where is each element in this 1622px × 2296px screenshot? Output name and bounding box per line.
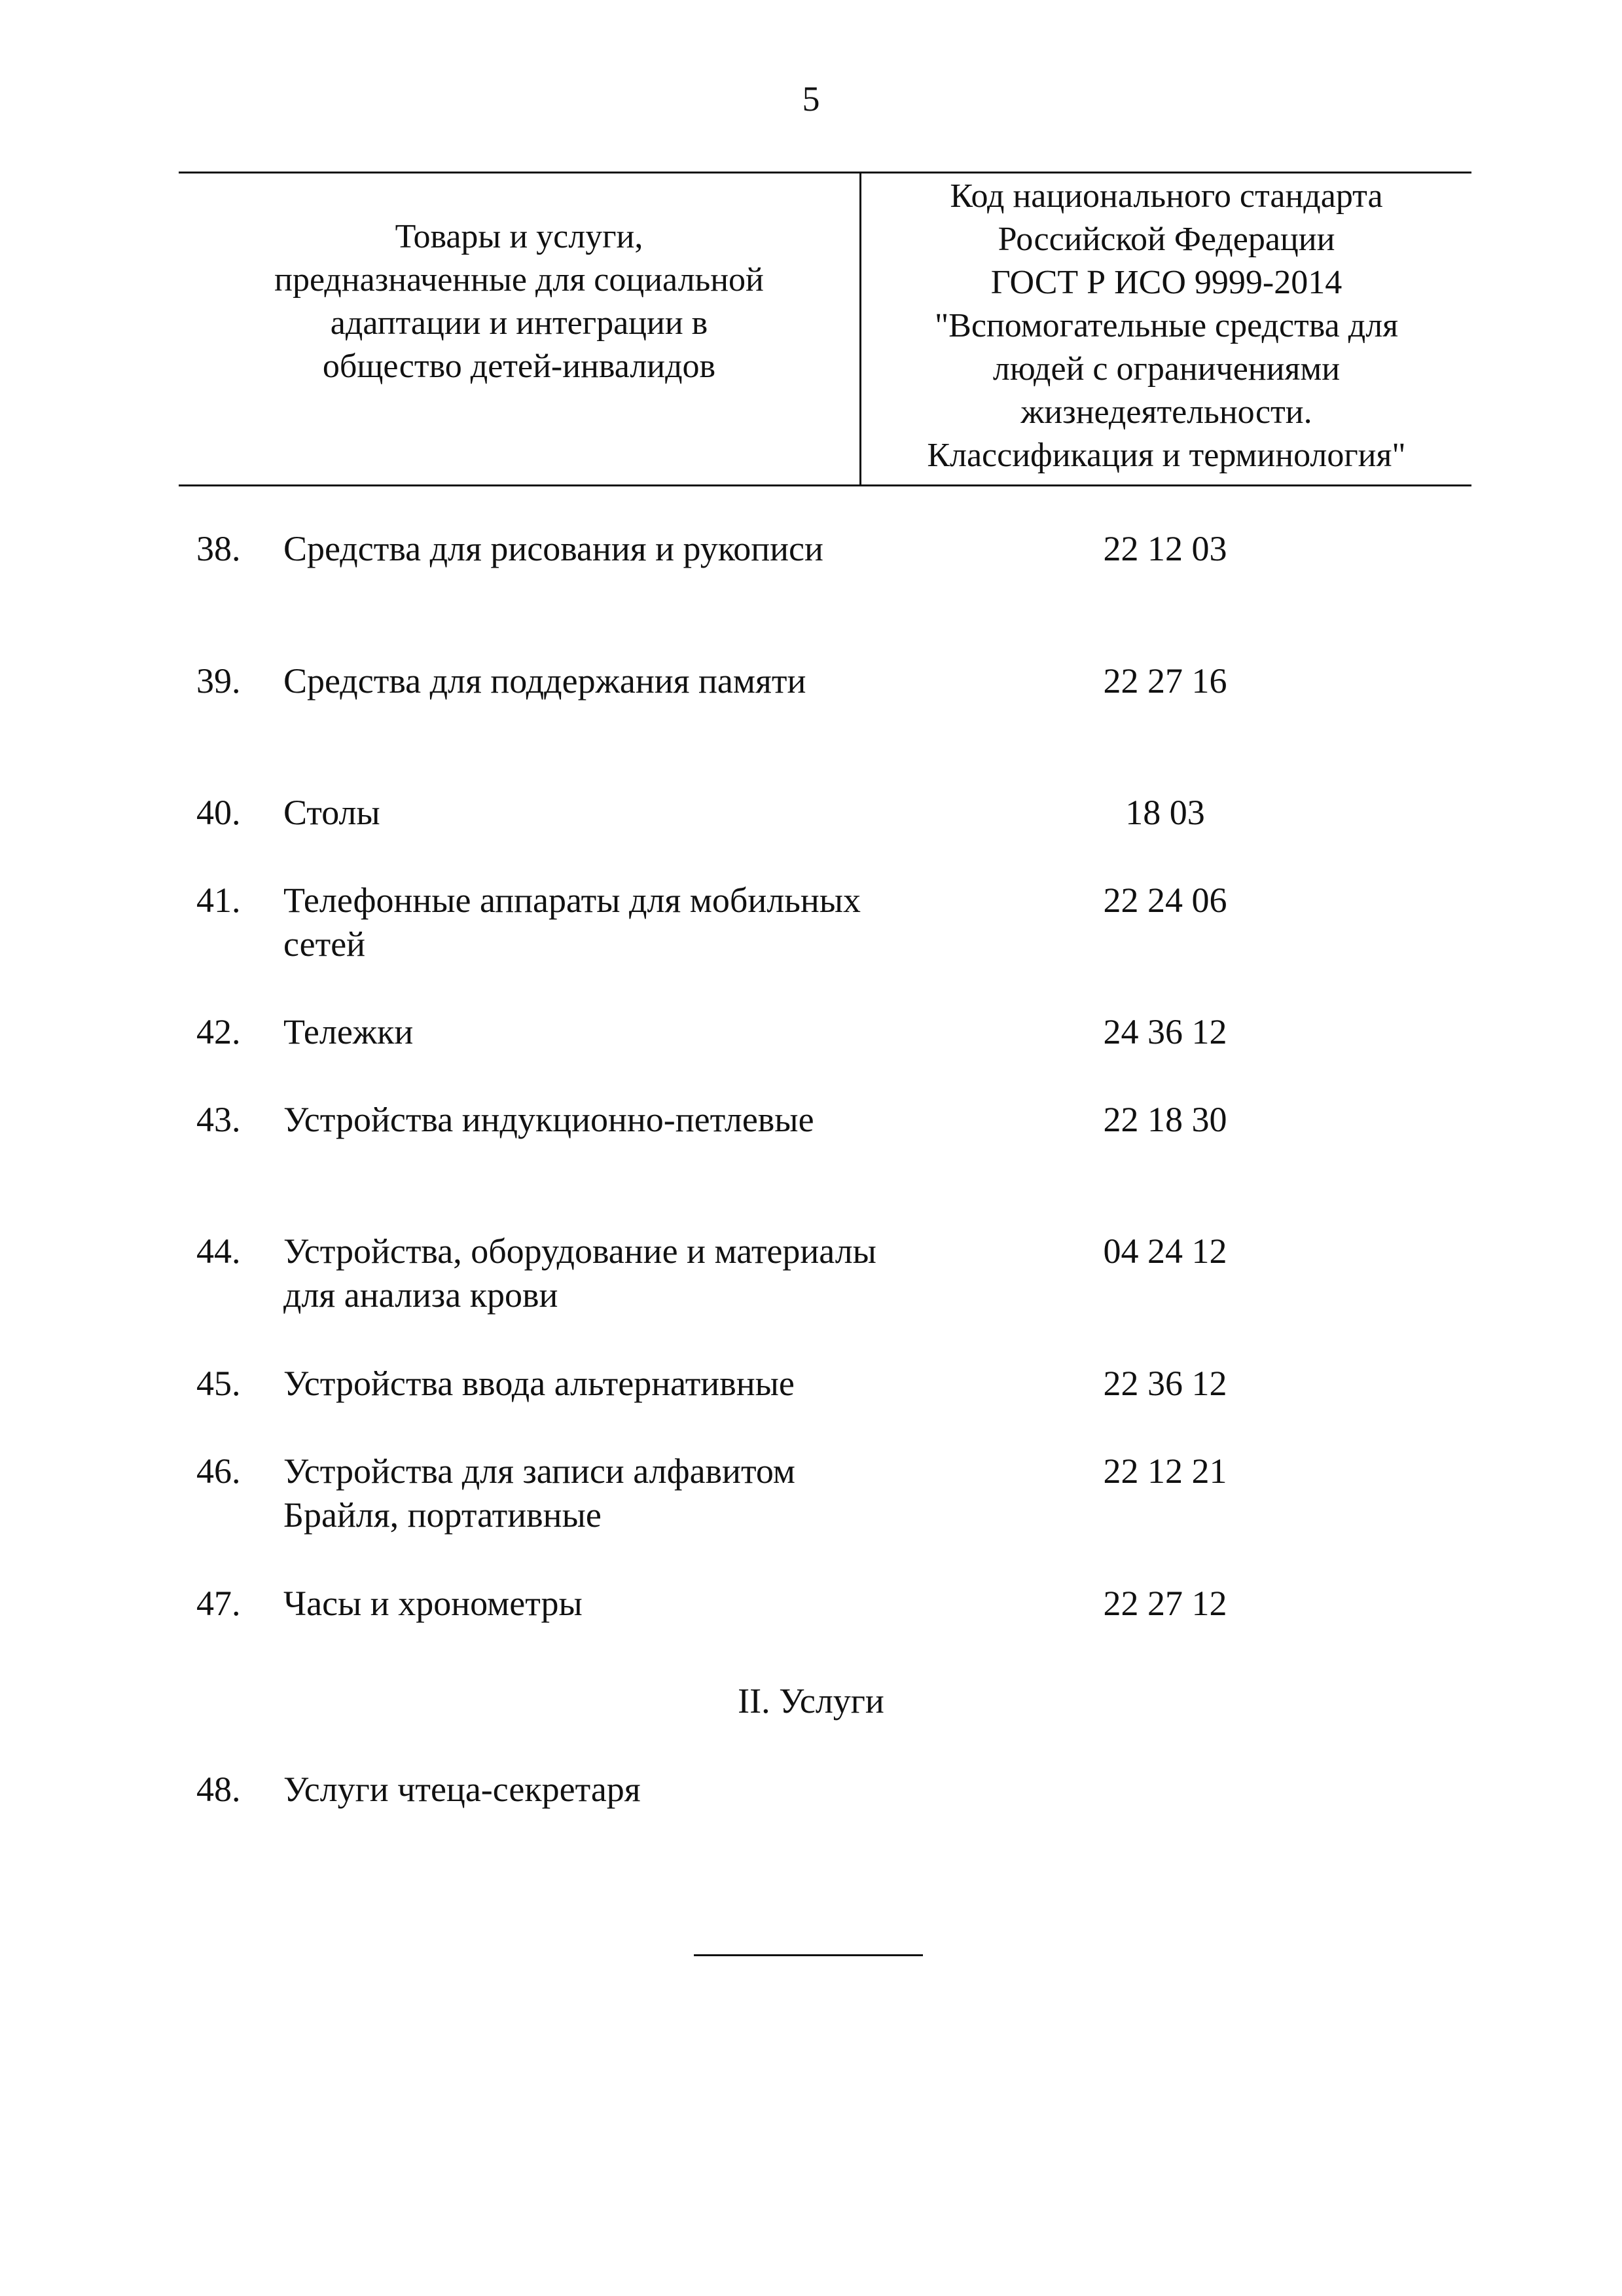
row-number: 39. xyxy=(196,661,241,701)
row-code: 18 03 xyxy=(1125,793,1205,832)
row-name: Средства для поддержания памяти xyxy=(283,661,806,701)
row-name: Средства для рисования и рукописи xyxy=(283,529,823,568)
row-name: Столы xyxy=(283,793,380,832)
row-name: Услуги чтеца-секретаря xyxy=(283,1770,641,1809)
header-left-line: общество детей-инвалидов xyxy=(322,348,716,385)
header-code-column xyxy=(861,175,1471,477)
header-right-line: "Вспомогательные средства для xyxy=(934,307,1399,344)
row-name: Тележки xyxy=(283,1012,414,1051)
row-number: 38. xyxy=(196,529,241,568)
row-name: Часы и хронометры xyxy=(283,1584,583,1623)
row-number: 44. xyxy=(196,1231,241,1271)
header-right-line: Российской Федерации xyxy=(998,221,1335,258)
row-number: 42. xyxy=(196,1012,241,1051)
header-right-line: жизнедеятельности. xyxy=(1020,393,1312,431)
row-number: 47. xyxy=(196,1584,241,1623)
row-code: 22 12 03 xyxy=(1103,529,1227,568)
header-right-line: Код национального стандарта xyxy=(950,177,1383,215)
page-number: 5 xyxy=(802,79,820,118)
row-number: 41. xyxy=(196,881,241,920)
header-left-line: Товары и услуги, xyxy=(395,218,643,255)
header-right-line: ГОСТ Р ИСО 9999-2014 xyxy=(990,264,1343,301)
header-right-line: Классификация и терминология" xyxy=(927,437,1406,474)
header-right-line: людей с ограничениями xyxy=(992,350,1341,388)
row-number: 46. xyxy=(196,1451,241,1491)
row-name: Устройства ввода альтернативные xyxy=(283,1364,795,1403)
end-of-document-rule xyxy=(694,1954,923,1956)
row-code: 22 12 21 xyxy=(1103,1451,1227,1491)
row-code: 22 27 16 xyxy=(1103,661,1227,701)
header-goods-column xyxy=(179,215,859,388)
row-name: Телефонные аппараты для мобильных сетей xyxy=(283,881,861,964)
table-header xyxy=(179,172,1471,486)
header-left-line: адаптации и интеграции в xyxy=(330,304,708,342)
row-number: 43. xyxy=(196,1100,241,1139)
row-number: 40. xyxy=(196,793,241,832)
row-number: 45. xyxy=(196,1364,241,1403)
row-name: Устройства индукционно-петлевые xyxy=(283,1100,814,1139)
row-code: 22 27 12 xyxy=(1103,1584,1227,1623)
row-name: Устройства, оборудование и материалы для анализа крови xyxy=(283,1231,876,1315)
row-code: 24 36 12 xyxy=(1103,1012,1227,1051)
row-name: Устройства для записи алфавитом Брайля, портативные xyxy=(283,1451,795,1535)
row-code: 22 36 12 xyxy=(1103,1364,1227,1403)
row-number: 48. xyxy=(196,1770,241,1809)
section-title-services: II. Услуги xyxy=(738,1681,884,1721)
row-code: 04 24 12 xyxy=(1103,1231,1227,1271)
row-code: 22 24 06 xyxy=(1103,881,1227,920)
row-code: 22 18 30 xyxy=(1103,1100,1227,1139)
header-left-line: предназначенные для социальной xyxy=(274,261,764,299)
